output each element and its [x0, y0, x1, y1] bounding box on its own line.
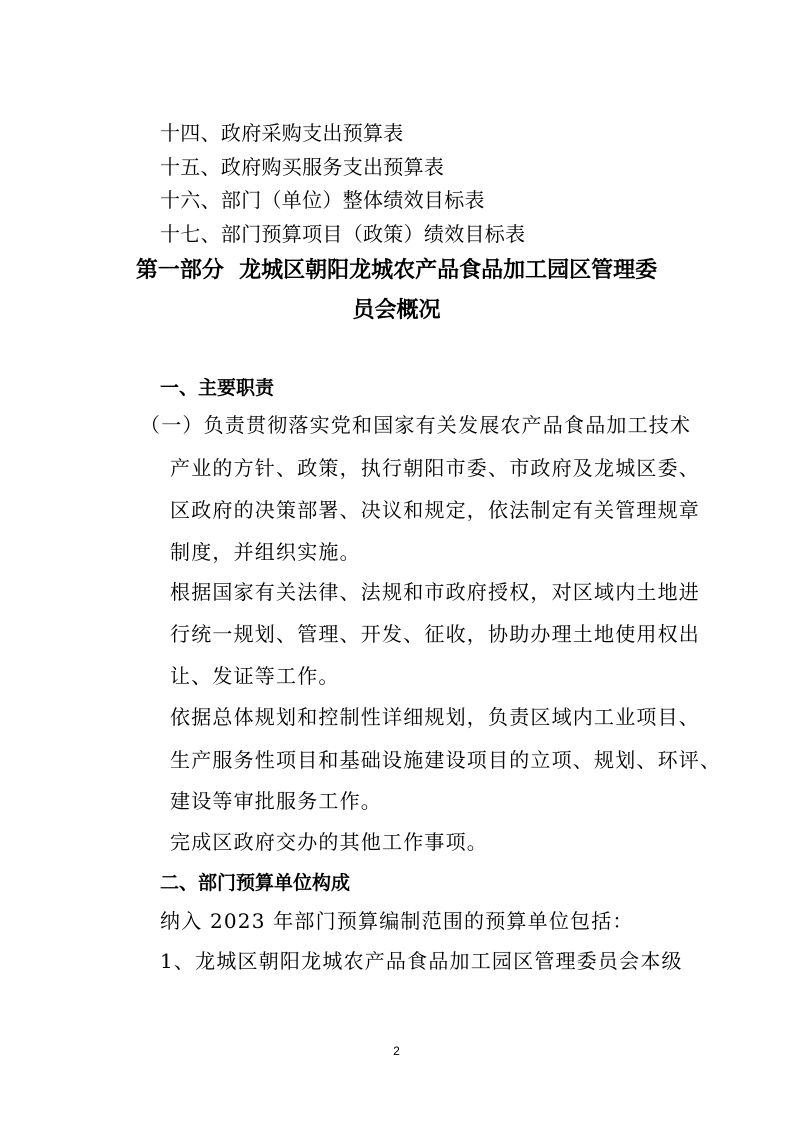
section1-line: 产业的方针、政策，执行朝阳市委、市政府及龙城区委、: [170, 456, 700, 480]
section1-heading: 一、主要职责: [160, 377, 275, 399]
section2-heading: 二、部门预算单位构成: [160, 872, 351, 894]
section1-line: 建设等审批服务工作。: [170, 789, 382, 813]
section1-line: 根据国家有关法律、法规和市政府授权，对区域内土地进: [170, 580, 700, 604]
part-title-line2: 员会概况: [352, 298, 441, 323]
section1-line: 制度，并组织实施。: [170, 540, 361, 564]
section1-line: （一）负责贯彻落实党和国家有关发展农产品食品加工技术: [140, 413, 692, 437]
section1-line: 行统一规划、管理、开发、征收，协助办理土地使用权出: [170, 622, 700, 646]
toc-item-14: 十四、政府采购支出预算表: [160, 121, 404, 145]
section1-line: 完成区政府交办的其他工作事项。: [170, 830, 488, 854]
toc-item-17: 十七、部门预算项目（政策）绩效目标表: [160, 222, 526, 246]
section2-line: 1、龙城区朝阳龙城农产品食品加工园区管理委员会本级: [160, 949, 683, 973]
section1-line: 区政府的决策部署、决议和规定，依法制定有关管理规章: [170, 498, 700, 522]
page-number: 2: [393, 1044, 400, 1058]
section2-line: 纳入 2023 年部门预算编制范围的预算单位包括：: [160, 909, 634, 933]
section1-line: 依据总体规划和控制性详细规划，负责区域内工业项目、: [170, 705, 700, 729]
section1-line: 让、发证等工作。: [170, 664, 340, 688]
part-title-line1: 第一部分 龙城区朝阳龙城农产品食品加工园区管理委: [135, 258, 658, 283]
toc-item-16: 十六、部门（单位）整体绩效目标表: [160, 188, 485, 212]
toc-item-15: 十五、政府购买服务支出预算表: [160, 155, 445, 179]
section1-line: 生产服务性项目和基础设施建设项目的立项、规划、环评、: [170, 748, 722, 772]
